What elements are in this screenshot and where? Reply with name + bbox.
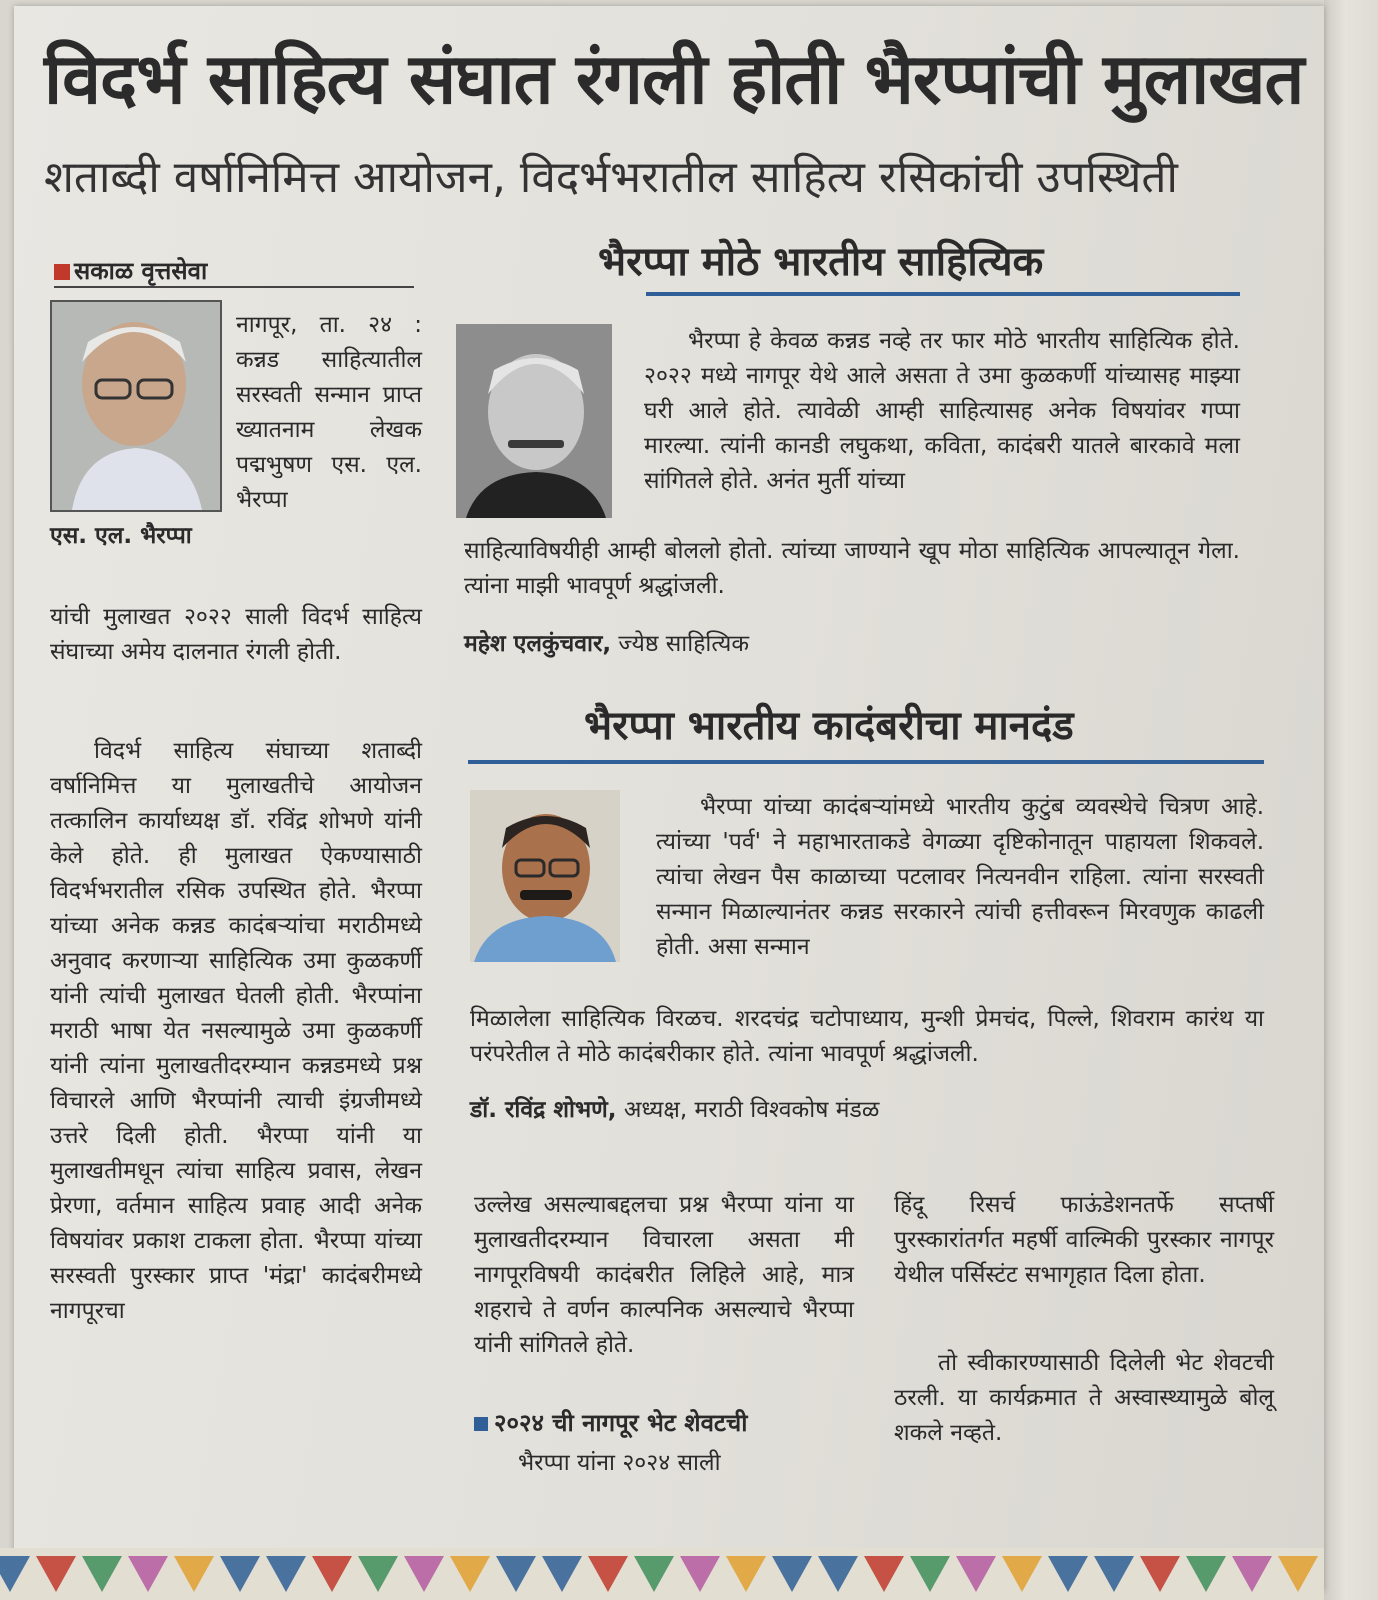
elkunchwar-photo: [456, 324, 612, 518]
decorative-border: [0, 1548, 1324, 1600]
box1-text: भैरप्पा हे केवळ कन्नड नव्हे तर फार मोठे भारतीय साहित्यिक होते. २०२२ मध्ये नागपूर येथे आले असता ते उमा कुळकर्णी यांच्यासह माझ्या घरी आले होते. त्यावेळी आम्ही साहित्यासह अनेक विषयांवर गप्पा मारल्या. त्यांनी कानडी लघुकथा, कविता, कादंबरी यातले बारकावे मला सांगितले होते. अनंत मुर्ती यांच्या: [644, 328, 1240, 494]
column2-paragraph: उल्लेख असल्याबद्दलचा प्रश्न भैरप्पा यांना या मुलाखतीदरम्यान विचारला असता मी नागपूरविषयी कादंबरीत लिहिले आहे, मात्र शहराचे ते वर्णन काल्पनिक असल्याचे भैरप्पा यांनी सांगितले होते.: [474, 1192, 854, 1358]
divider: [54, 286, 414, 288]
article-subheadline: शताब्दी वर्षानिमित्त आयोजन, विदर्भभरातील साहित्य रसिकांची उपस्थिती: [44, 152, 1178, 203]
box1-divider: [646, 292, 1240, 296]
bhyrappa-photo: [50, 300, 222, 512]
box2-signature: [470, 1092, 879, 1124]
column3-paragraph: हिंदू रिसर्च फाऊंडेशनतर्फे सप्तर्षी पुरस्कारांतर्गत महर्षी वाल्मिकी पुरस्कार नागपूर येथील पर्सिस्टंट सभागृहात दिला होता.: [894, 1192, 1274, 1288]
column2-paragraph-2: भैरप्पा यांना २०२४ साली: [518, 1450, 721, 1476]
adjacent-page-edge: [1324, 0, 1378, 1600]
box2-divider: [468, 760, 1264, 764]
signature-role: ज्येष्ठ साहित्यिक: [618, 631, 750, 657]
signature-role: अध्यक्ष, मराठी विश्वकोष मंडळ: [623, 1097, 880, 1123]
byline: [54, 254, 207, 287]
box2-text: भैरप्पा यांच्या कादंबऱ्यांमध्ये भारतीय कुटुंब व्यवस्थेचे चित्रण आहे. त्यांच्या 'पर्व' ने महाभारताकडे वेगळ्या दृष्टिकोनातून पाहायला शिकवले. त्यांचा लेखन पैस काळाच्या पटलावर नित्यनवीन राहिला. त्यांना सरस्वती सन्मान मिळाल्यानंतर कन्नड सरकारने त्यांची हत्तीवरून मिरवणुक काढली होती. असा सन्मान: [656, 794, 1264, 960]
square-bullet-icon: [474, 1417, 488, 1431]
newspaper-page: [14, 6, 1324, 1591]
portrait-image: [470, 790, 620, 962]
portrait-image: [456, 324, 612, 518]
body-paragraph: विदर्भ साहित्य संघाच्या शताब्दी वर्षानिमित्त या मुलाखतीचे आयोजन तत्कालिन कार्याध्यक्ष डॉ. रविंद्र शोभणे यांनी केले होते. ही मुलाखत ऐकण्यासाठी विदर्भभरातील रसिक उपस्थित होते. भैरप्पा यांच्या अनेक कन्नड कादंबऱ्यांचा मराठीमध्ये अनुवाद करणाऱ्या साहित्यिक उमा कुळकर्णी यांनी त्यांची मुलाखत घेतली होती. भैरप्पांना मराठी भाषा येत नसल्यामुळे उमा कुळकर्णी यांनी त्यांना मुलाखतीदरम्यान कन्नडमध्ये प्रश्न विचारले आणि भैरप्पांनी त्याची इंग्रजीमध्ये उत्तरे दिली होती. भैरप्पा यांनी या मुलाखतीमधून त्यांचा साहित्य प्रवास, लेखन प्रेरणा, वर्तमान साहित्य प्रवाह आदी अनेक विषयांवर प्रकाश टाकला होता. भैरप्पा यांच्या सरस्वती पुरस्कार प्राप्त 'मंद्रा' कादंबरीमध्ये नागपूरचा: [50, 738, 422, 1324]
portrait-image: [52, 302, 220, 510]
shobhane-photo: [470, 790, 620, 962]
column2-subheading: [474, 1406, 747, 1439]
box2-title: भैरप्पा भारतीय कादंबरीचा मानदंड: [584, 703, 1074, 749]
square-bullet-icon: [54, 264, 70, 280]
signature-name: डॉ. रविंद्र शोभणे,: [470, 1097, 617, 1123]
box1-title: भैरप्पा मोठे भारतीय साहित्यिक: [598, 239, 1044, 285]
box1-text-continued: साहित्याविषयीही आम्ही बोललो होतो. त्यांच्या जाण्याने खूप मोठा साहित्यिक आपल्यातून गेला. त्यांना माझी भावपूर्ण श्रद्धांजली.: [464, 538, 1240, 599]
column3-paragraph-2: तो स्वीकारण्यासाठी दिलेली भेट शेवटची ठरली. या कार्यक्रमात ते अस्वास्थ्यामुळे बोलू शकले नव्हते.: [894, 1350, 1274, 1446]
signature-name: महेश एलकुंचवार,: [464, 631, 612, 657]
article-headline: विदर्भ साहित्य संघात रंगली होती भैरप्पांची मुलाखत: [44, 38, 1304, 120]
intro-paragraph: नागपूर, ता. २४ : कन्नड साहित्यातील सरस्वती सन्मान प्राप्त ख्यातनाम लेखक पद्मभुषण एस. एल. भैरप्पा: [236, 312, 422, 513]
byline-text: सकाळ वृत्तसेवा: [74, 257, 208, 285]
photo-caption: एस. एल. भैरप्पा: [50, 523, 192, 549]
box2-text-continued: मिळालेला साहित्यिक विरळच. शरदचंद्र चटोपाध्याय, मुन्शी प्रेमचंद, पिल्ले, शिवराम कारंथ या परंपरेतील ते मोठे कादंबरीकार होते. त्यांना भावपूर्ण श्रद्धांजली.: [470, 1006, 1264, 1067]
subheading-text: २०२४ ची नागपूर भेट शेवटची: [494, 1409, 748, 1437]
intro-continued: यांची मुलाखत २०२२ साली विदर्भ साहित्य संघाच्या अमेय दालनात रंगली होती.: [50, 604, 422, 665]
box1-signature: [464, 626, 749, 658]
